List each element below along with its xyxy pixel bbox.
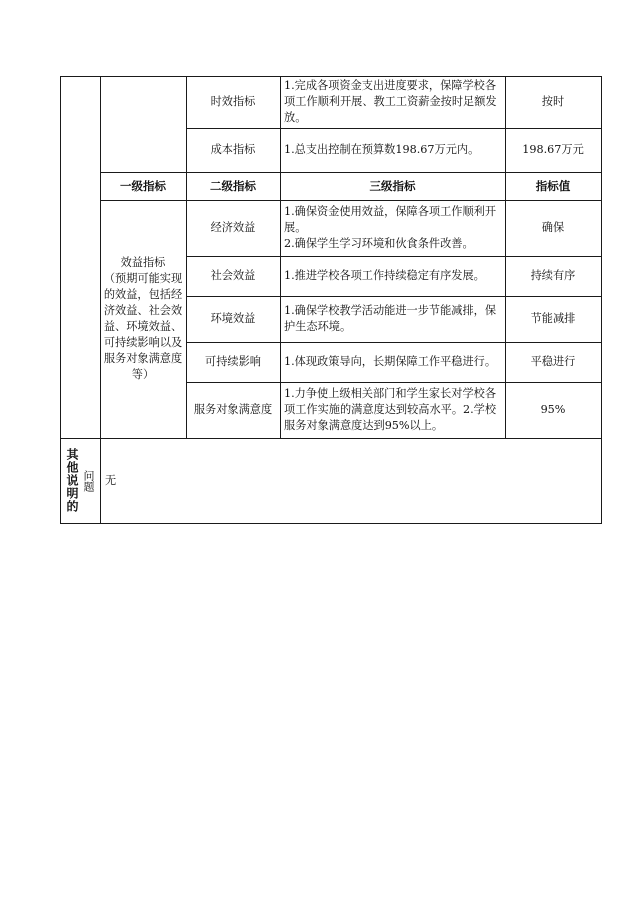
other-content: 无 — [105, 473, 117, 487]
benefit-primary-line: 济效益、社会效 — [103, 304, 183, 317]
benefit-primary-line: 的效益，包括经 — [103, 288, 183, 301]
satisfaction-value-cell — [505, 382, 601, 438]
economic-value-cell — [505, 200, 601, 256]
social-tertiary-cell — [280, 256, 505, 296]
header-col1-label: 一级指标 — [120, 179, 166, 193]
cost-value-cell — [505, 128, 601, 172]
timeliness-tertiary-cell — [280, 76, 505, 128]
environment-tertiary-text: 1.确保学校教学活动能进一步节能减排，保护生态环境。 — [284, 304, 497, 333]
economic-tertiary-cell — [280, 200, 505, 256]
sustainable-tertiary-cell — [280, 342, 505, 382]
header-col3-label: 三级指标 — [369, 179, 416, 193]
other-label-thin: 问题 — [82, 469, 95, 492]
header-col4 — [505, 172, 601, 200]
benefit-primary-line: 可持续影响以及 — [103, 336, 183, 349]
economic-value: 确保 — [541, 221, 565, 234]
social-secondary-label: 社会效益 — [210, 269, 256, 282]
benefit-primary-line: 等） — [131, 368, 155, 381]
sustainable-value-cell — [505, 342, 601, 382]
environment-value-cell — [505, 296, 601, 342]
environment-tertiary-cell — [280, 296, 505, 342]
cost-tertiary-cell — [280, 128, 505, 172]
table-border-bottom — [60, 523, 602, 524]
benefit-primary-cell — [100, 200, 186, 438]
satisfaction-secondary-cell — [186, 382, 280, 438]
satisfaction-tertiary-cell — [280, 382, 505, 438]
cost-secondary-cell — [186, 128, 280, 172]
satisfaction-secondary-label: 服务对象满意度 — [193, 403, 273, 416]
header-col2 — [186, 172, 280, 200]
social-value-cell — [505, 256, 601, 296]
economic-secondary-label: 经济效益 — [210, 221, 256, 234]
timeliness-secondary-label: 时效指标 — [210, 95, 256, 108]
satisfaction-tertiary-text: 1.力争使上级相关部门和学生家长对学校各项工作实施的满意度达到较高水平。2.学校服务对象满意度达到95%以上。 — [284, 387, 497, 432]
timeliness-value: 按时 — [541, 95, 565, 108]
satisfaction-value: 95% — [540, 403, 566, 416]
environment-secondary-cell — [186, 296, 280, 342]
environment-secondary-label: 环境效益 — [210, 312, 256, 325]
header-col1 — [100, 172, 186, 200]
table-border-right — [601, 76, 602, 524]
sustainable-tertiary-text: 1.体现政策导向，长期保障工作平稳进行。 — [284, 355, 497, 368]
performance-table — [60, 76, 602, 523]
benefit-primary-line: 益、环境效益、 — [103, 320, 183, 333]
environment-value: 节能减排 — [530, 312, 576, 325]
timeliness-tertiary-text: 1.完成各项资金支出进度要求，保障学校各项工作顺利开展、教工工资薪金按时足额发放。 — [284, 79, 497, 124]
economic-tertiary-line: 2.确保学生学习环境和伙食条件改善。 — [284, 237, 474, 250]
header-col3 — [280, 172, 505, 200]
cost-secondary-label: 成本指标 — [210, 143, 256, 156]
header-col4-label: 指标值 — [535, 179, 571, 193]
cost-tertiary-text: 1.总支出控制在预算数198.67万元内。 — [284, 143, 480, 156]
economic-tertiary-text — [284, 204, 502, 252]
benefit-primary-text — [104, 255, 182, 383]
social-secondary-cell — [186, 256, 280, 296]
benefit-primary-line: 服务对象满意度 — [103, 352, 183, 365]
other-content-cell — [100, 438, 601, 523]
other-label-bold: 其他说明的 — [65, 448, 79, 513]
sustainable-secondary-cell — [186, 342, 280, 382]
benefit-primary-line: 效益指标 — [120, 256, 166, 269]
timeliness-secondary-cell — [186, 76, 280, 128]
economic-tertiary-line: 1.确保资金使用效益，保障各项工作顺利开展。 — [284, 205, 497, 234]
header-col2-label: 二级指标 — [210, 179, 256, 193]
social-value: 持续有序 — [530, 269, 576, 282]
sustainable-value: 平稳进行 — [530, 355, 576, 368]
benefit-primary-line: （预期可能实现 — [103, 272, 183, 285]
other-label-cell — [60, 438, 100, 523]
sustainable-secondary-label: 可持续影响 — [205, 355, 261, 368]
cost-value: 198.67万元 — [522, 143, 584, 156]
timeliness-value-cell — [505, 76, 601, 128]
economic-secondary-cell — [186, 200, 280, 256]
social-tertiary-text: 1.推进学校各项工作持续稳定有序发展。 — [284, 269, 485, 282]
